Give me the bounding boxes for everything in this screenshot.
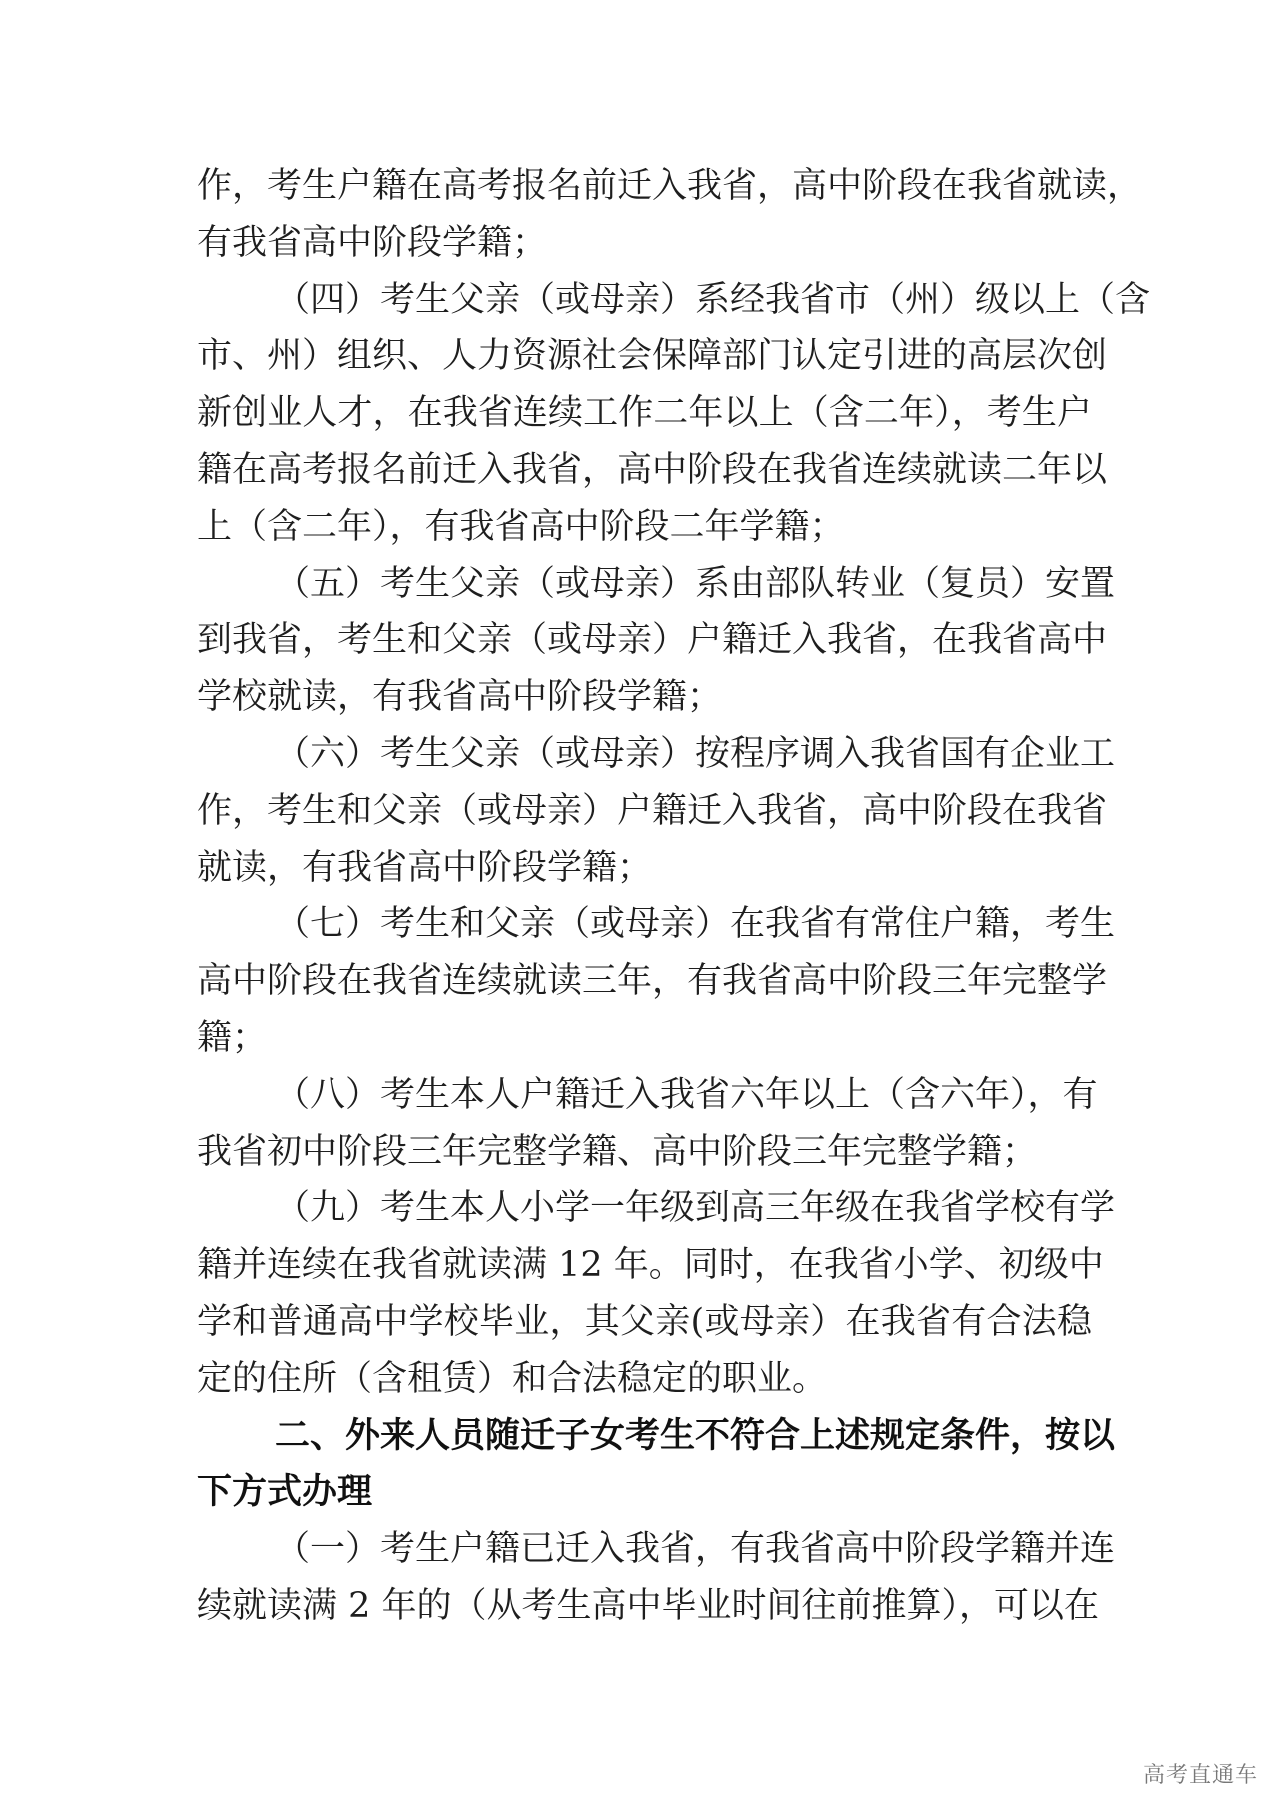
text-line: 有我省高中阶段学籍； <box>197 222 548 263</box>
text-line: 籍； <box>197 1017 268 1058</box>
text-line: 就读，有我省高中阶段学籍； <box>197 847 653 888</box>
paragraph-8-start: （八）考生本人户籍迁入我省六年以上（含六年），有 <box>275 1074 1098 1115</box>
text-line: 续就读满 2 年的（从考生高中毕业时间往前推算），可以在 <box>197 1585 1100 1626</box>
watermark: 高考直通车 <box>1143 1763 1259 1788</box>
paragraph-5-start: （五）考生父亲（或母亲）系由部队转业（复员）安置 <box>275 563 1116 604</box>
text-line: 学和普通高中学校毕业，其父亲(或母亲）在我省有合法稳 <box>197 1301 1092 1342</box>
section-heading-cont: 下方式办理 <box>197 1472 373 1513</box>
paragraph-4-start: （四）考生父亲（或母亲）系经我省市（州）级以上（含 <box>275 279 1151 320</box>
section-heading: 二、外来人员随迁子女考生不符合上述规定条件，按以 <box>275 1415 1116 1456</box>
text-line: 作，考生户籍在高考报名前迁入我省，高中阶段在我省就读， <box>197 166 1143 206</box>
text-line: 我省初中阶段三年完整学籍、高中阶段三年完整学籍； <box>197 1131 1038 1172</box>
text-line: 籍并连续在我省就读满 12 年。同时，在我省小学、初级中 <box>197 1245 1104 1286</box>
document-body <box>197 158 1151 1635</box>
paragraph-7-start: （七）考生和父亲（或母亲）在我省有常住户籍，考生 <box>275 904 1116 945</box>
text-line: 学校就读，有我省高中阶段学籍； <box>197 677 723 718</box>
paragraph-1-start: （一）考生户籍已迁入我省，有我省高中阶段学籍并连 <box>275 1529 1116 1570</box>
text-line: 作，考生和父亲（或母亲）户籍迁入我省，高中阶段在我省 <box>197 790 1108 831</box>
paragraph-9-start: （九）考生本人小学一年级到高三年级在我省学校有学 <box>275 1188 1116 1229</box>
paragraph-6-start: （六）考生父亲（或母亲）按程序调入我省国有企业工 <box>275 733 1116 774</box>
text-line: 上（含二年），有我省高中阶段二年学籍； <box>197 506 845 547</box>
text-line: 籍在高考报名前迁入我省，高中阶段在我省连续就读二年以 <box>197 449 1108 490</box>
text-line: 市、州）组织、人力资源社会保障部门认定引进的高层次创 <box>197 336 1108 377</box>
text-line: 新创业人才，在我省连续工作二年以上（含二年），考生户 <box>197 393 1092 434</box>
text-line: 到我省，考生和父亲（或母亲）户籍迁入我省，在我省高中 <box>197 620 1108 661</box>
text-line: 高中阶段在我省连续就读三年，有我省高中阶段三年完整学 <box>197 961 1108 1002</box>
text-line: 定的住所（含租赁）和合法稳定的职业。 <box>197 1358 828 1399</box>
